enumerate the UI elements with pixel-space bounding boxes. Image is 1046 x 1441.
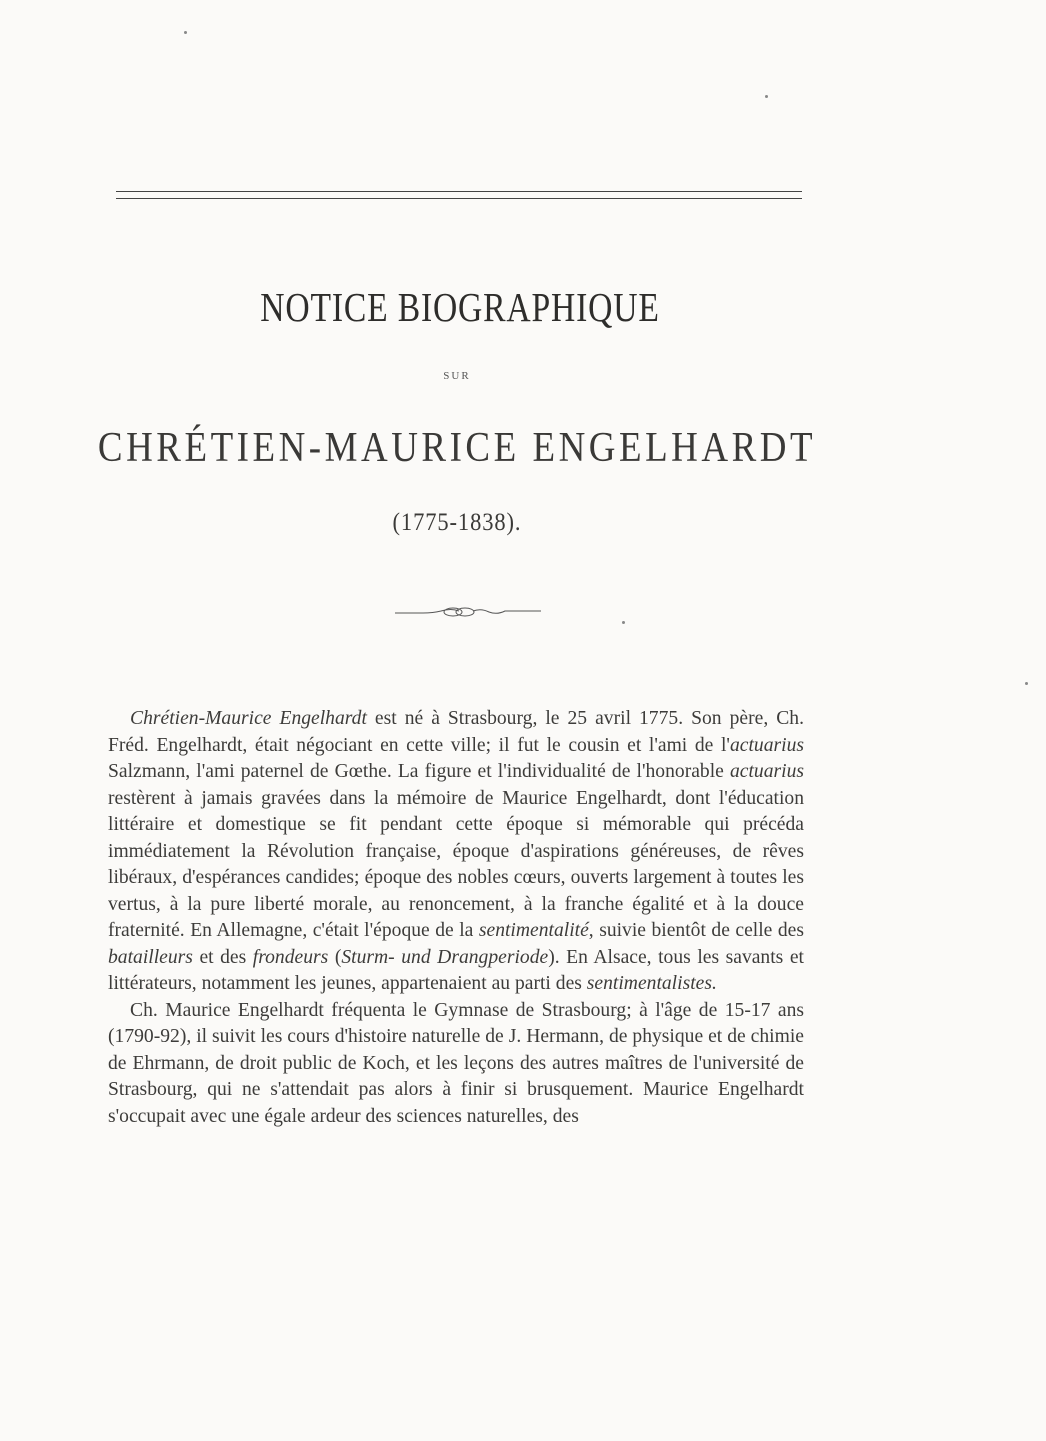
life-dates: (1775-1838). bbox=[392, 509, 522, 536]
scan-speck bbox=[184, 31, 187, 34]
scan-speck bbox=[622, 621, 625, 624]
subtitle-sur: SUR bbox=[443, 370, 471, 382]
paragraph-1: Chrétien-Maurice Engelhardt est né à Strasbourg, le 25 avril 1775. Son père, Ch. Fréd. Engelhardt, était négociant en cette ville; il fut le cousin et l'ami de l'actuarius Salzmann, l'ami paternel de Gœthe. La figure et l'individualité de l'honorable actuarius restèrent à jamais gravées dans la mémoire de Maurice Engelhardt, dont l'éducation littéraire et domestique se fit pendant cette époque si mémorable qui précéda immédiatement la Révolution française, époque d'aspirations généreuses, de rêves libéraux, d'espérances candides; époque des nobles cœurs, ouverts largement à toutes les vertus, à la pure liberté morale, au renoncement, à la franche égalité et à la douce fraternité. En Allemagne, c'était l'époque de la sentimentalité, suivie bientôt de celle des batailleurs et des frondeurs (Sturm- und Drangperiode). En Alsace, tous les savants et littérateurs, notamment les jeunes, appartenaient au parti des sentimentalistes. bbox=[108, 708, 805, 994]
scan-speck bbox=[1025, 682, 1028, 685]
scan-speck bbox=[765, 95, 768, 98]
biography-text bbox=[108, 706, 804, 1130]
subject-name: CHRÉTIEN-MAURICE ENGELHARDT bbox=[97, 425, 817, 471]
page-title: NOTICE BIOGRAPHIQUE bbox=[260, 284, 660, 330]
paragraph-2: Ch. Maurice Engelhardt fréquenta le Gymnase de Strasbourg; à l'âge de 15-17 ans (1790-92), il suivit les cours d'histoire naturelle de J. Hermann, de physique et de chimie de Ehrmann, de droit public de Koch, et les leçons des autres maîtres de l'université de Strasbourg, qui ne s'attendait pas alors à finir si brusquement. Maurice Engelhardt s'occupait avec une égale ardeur des sciences naturelles, des bbox=[108, 999, 804, 1127]
top-double-rule bbox=[116, 191, 802, 199]
flourish-ornament-icon bbox=[393, 600, 543, 624]
